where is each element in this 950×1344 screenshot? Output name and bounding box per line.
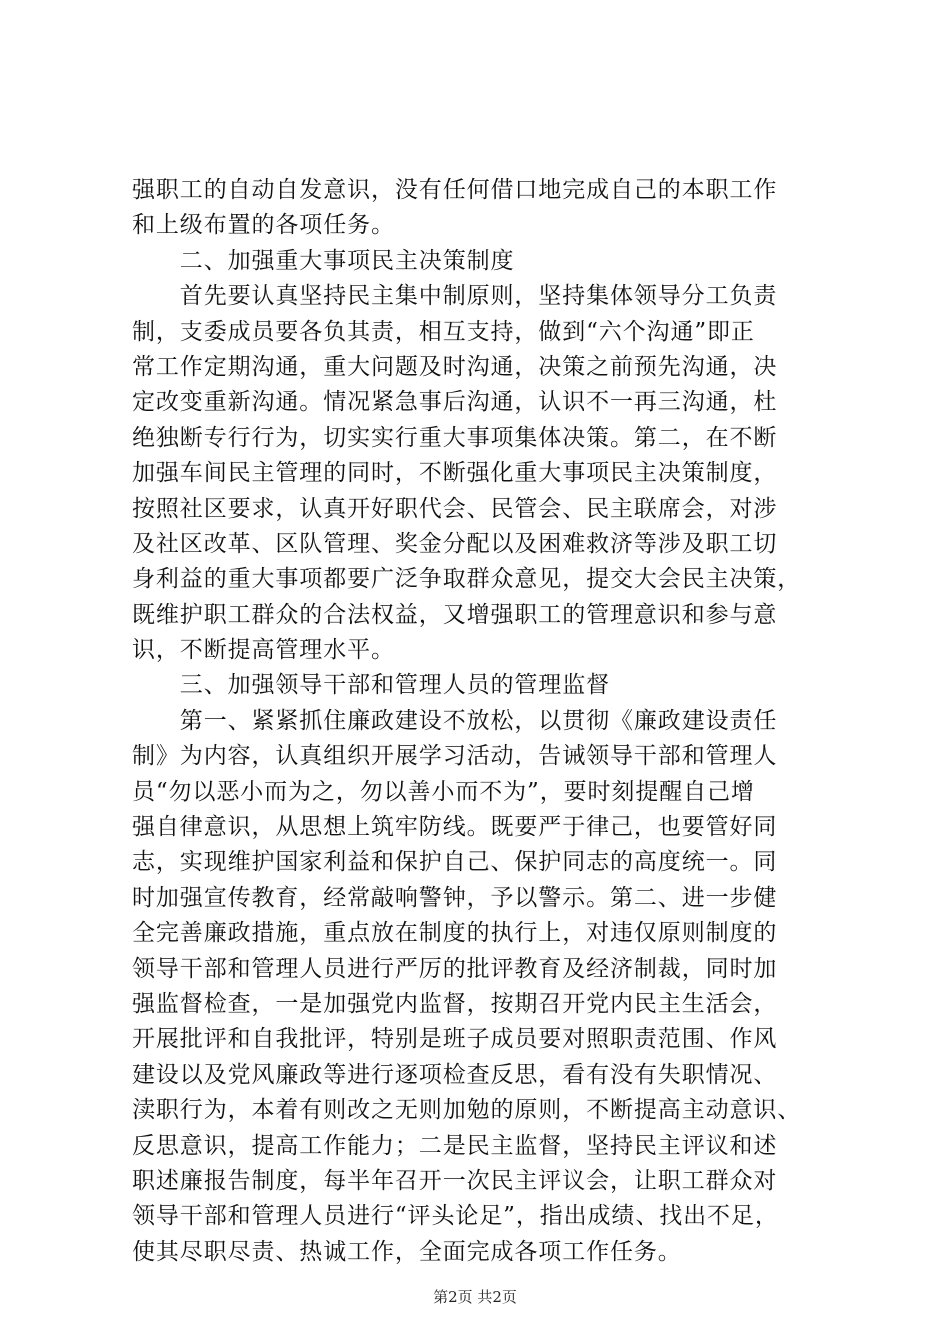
text-line: 识，不断提高管理水平。: [132, 637, 395, 664]
text-line: 志，实现维护国家利益和保护自己、保护同志的高度统一。同: [132, 849, 778, 876]
text-line: 领导干部和管理人员进行严厉的批评教育及经济制裁，同时加: [132, 955, 778, 982]
text-line: 强职工的自动自发意识，没有任何借口地完成自己的本职工作: [132, 177, 778, 203]
text-line: 定改变重新沟通。情况紧急事后沟通，认识不一再三沟通，杜: [132, 389, 778, 416]
text-line: 和上级布置的各项任务。: [132, 212, 395, 239]
text-line: 加强车间民主管理的同时，不断强化重大事项民主决策制度，: [132, 460, 778, 487]
text-line: 制》为内容，认真组织开展学习活动，告诫领导干部和管理人: [132, 743, 778, 770]
text-line: 制，支委成员要各负其责，相互支持，做到“六个沟通”即正: [132, 318, 755, 345]
text-line: 渎职行为，本着有则改之无则加勉的原则，不断提高主动意识、: [132, 1097, 802, 1124]
text-line: 强监督检查，一是加强党内监督，按期召开党内民主生活会，: [132, 990, 778, 1017]
text-line: 常工作定期沟通，重大问题及时沟通，决策之前预先沟通，决: [132, 353, 778, 380]
text-line: 反思意识，提高工作能力；二是民主监督，坚持民主评议和述: [132, 1132, 778, 1159]
text-line: 领导干部和管理人员进行“评头论足”，指出成绩、找出不足，: [132, 1203, 779, 1230]
text-line: 开展批评和自我批评，特别是班子成员要对照职责范围、作风: [132, 1026, 778, 1053]
section-heading: 三、加强领导干部和管理人员的管理监督: [132, 672, 610, 699]
text-line: 第一、紧紧抓住廉政建设不放松，以贯彻《廉政建设责任: [132, 707, 778, 734]
section-heading: 二、加强重大事项民主决策制度: [132, 247, 515, 274]
page-number-footer: 第2页 共2页: [433, 1288, 517, 1306]
text-line: 使其尽职尽责、热诚工作，全面完成各项工作任务。: [132, 1238, 682, 1265]
text-line: 按照社区要求，认真开好职代会、民管会、民主联席会，对涉: [132, 495, 778, 522]
text-line: 职述廉报告制度，每半年召开一次民主评议会，让职工群众对: [132, 1167, 778, 1194]
document-body: [132, 173, 832, 1270]
text-line: 强自律意识，从思想上筑牢防线。既要严于律己，也要管好同: [132, 814, 778, 841]
text-line: 员“勿以恶小而为之，勿以善小而不为”，要时刻提醒自己增: [132, 778, 755, 805]
text-line: 既维护职工群众的合法权益，又增强职工的管理意识和参与意: [132, 601, 778, 628]
text-line: 时加强宣传教育，经常敲响警钟，予以警示。第二、进一步健: [132, 884, 778, 911]
text-line: 建设以及党风廉政等进行逐项检查反思，看有没有失职情况、: [132, 1061, 778, 1088]
text-line: 身利益的重大事项都要广泛争取群众意见，提交大会民主决策，: [132, 566, 802, 593]
text-line: 及社区改革、区队管理、奖金分配以及困难救济等涉及职工切: [132, 530, 778, 557]
text-line: 首先要认真坚持民主集中制原则，坚持集体领导分工负责: [132, 283, 778, 310]
text-line: 绝独断专行行为，切实实行重大事项集体决策。第二，在不断: [132, 424, 778, 451]
text-line: 全完善廉政措施，重点放在制度的执行上，对违仅原则制度的: [132, 920, 778, 947]
